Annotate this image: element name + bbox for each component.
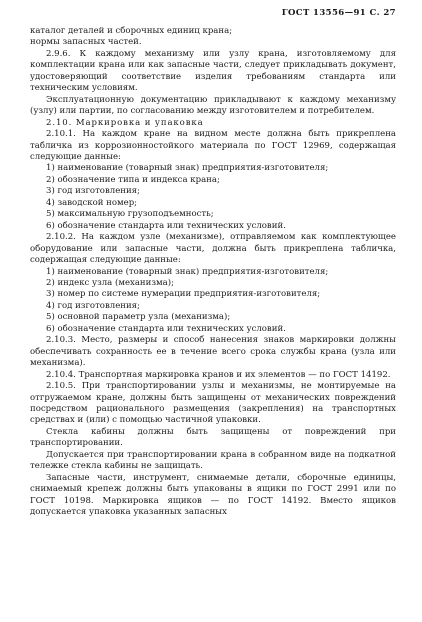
section-heading: 2.10. Маркировка и упаковка	[46, 117, 204, 128]
paragraph: 6) обозначение стандарта или технических условий.	[46, 323, 286, 334]
paragraph: 4) заводской номер;	[46, 197, 138, 208]
paragraph: 5) максимальную грузоподъемность;	[46, 209, 214, 220]
paragraph: 2.10.3. Место, размеры и способ нанесения знаков маркировки должны обеспечивать сохранность ее в течение всего срока службы крана (узла или механизма).	[30, 335, 396, 369]
paragraph: 3) номер по системе нумерации предприятия-изготовителя;	[46, 289, 321, 300]
paragraph: 2.10.5. При транспортировании узлы и механизмы, не монтируемые на отгружаемом кране, должны быть защищены от механических повреждений посредством рационального размещения (закрепления) на транспортных средствах и (или) с помощью частичной упаковки.	[30, 381, 396, 426]
paragraph: Стекла кабины должны быть защищены от повреждений при транспортировании.	[30, 426, 396, 449]
paragraph: нормы запасных частей.	[30, 37, 142, 48]
document-body	[30, 26, 396, 518]
paragraph: 2.10.2. На каждом узле (механизме), отправляемом как комплектующее оборудование или запасные части, должна быть прикреплена табличка, содержащая следующие данные:	[30, 232, 396, 266]
paragraph: 1) наименование (товарный знак) предприятия-изготовителя;	[46, 266, 329, 277]
paragraph: 2) обозначение типа и индекса крана;	[46, 174, 220, 185]
paragraph: Запасные части, инструмент, снимаемые детали, сборочные единицы, снимаемый крепеж должны быть упакованы в ящики по ГОСТ 2991 или по ГОСТ 10198. Маркировка ящиков — по ГОСТ 14192. Вместо ящиков допускается упаковка указанных запасных	[30, 472, 396, 518]
paragraph: 2.10.1. На каждом кране на видном месте должна быть прикреплена табличка из коррозионностойкого материала по ГОСТ 12969, содержащая следующие данные:	[30, 129, 396, 162]
paragraph: Допускается при транспортировании крана в собранном виде на подкатной тележке стекла кабины не защищать.	[30, 449, 396, 472]
paragraph: 4) год изготовления;	[46, 300, 140, 311]
paragraph: 3) год изготовления;	[46, 186, 140, 197]
paragraph: 2.9.6. К каждому механизму или узлу крана, изготовляемому для комплектации крана или как запасные части, следует прикладывать документ, удостоверяющий соответствие изделия требованиям стандарта или техническим условиям.	[30, 48, 396, 94]
paragraph: 1) наименование (товарный знак) предприятия-изготовителя;	[46, 163, 329, 174]
paragraph: 2) индекс узла (механизма);	[46, 277, 174, 288]
paragraph: 5) основной параметр узла (механизма);	[46, 312, 231, 323]
paragraph: 6) обозначение стандарта или технических условий.	[46, 220, 286, 231]
paragraph: 2.10.4. Транспортная маркировка кранов и их элементов — по ГОСТ 14192.	[46, 369, 391, 380]
page-header: ГОСТ 13556—91 С. 27	[281, 8, 396, 18]
paragraph: каталог деталей и сборочных единиц крана;	[30, 26, 233, 36]
paragraph: Эксплуатационную документацию прикладывают к каждому механизму (узлу) или партии, по согласованию между изготовителем и потребителем.	[30, 94, 396, 117]
